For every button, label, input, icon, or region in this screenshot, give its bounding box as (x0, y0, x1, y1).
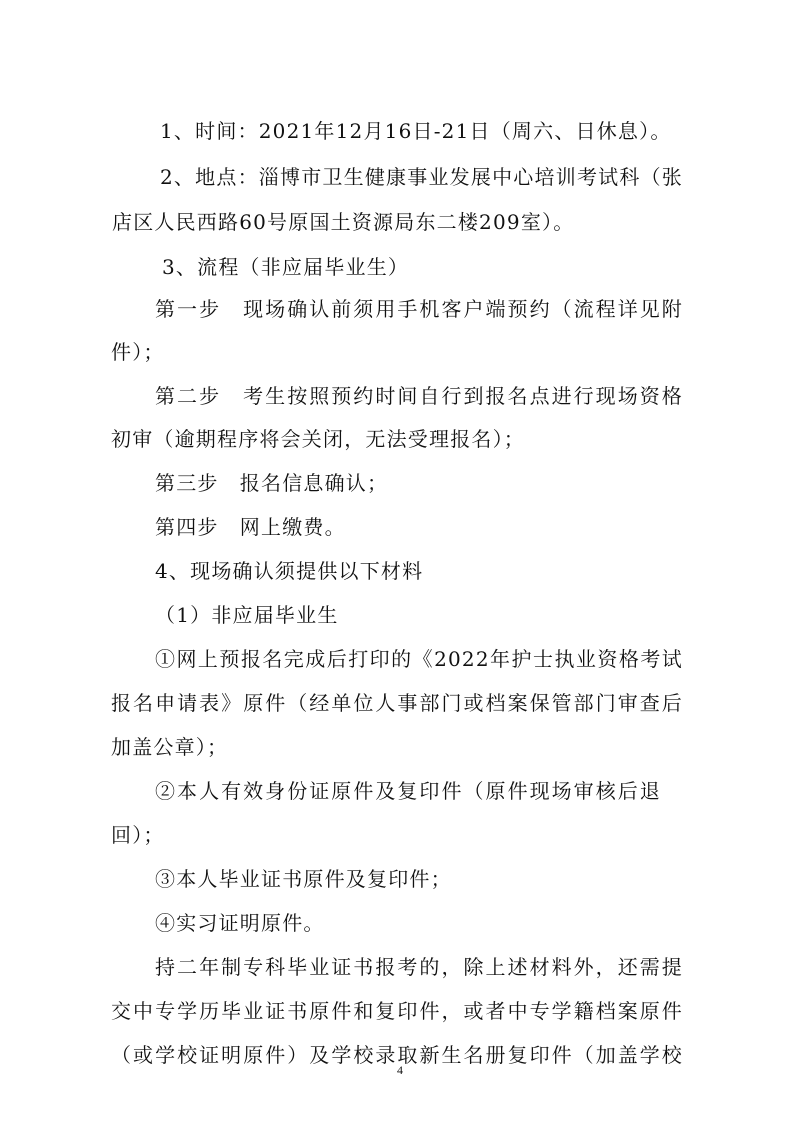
text-line-item-four: ④实习证明原件。 (155, 911, 325, 935)
text-line-step-two-cont: 初审（逾期程序将会关闭，无法受理报名）； (111, 427, 525, 451)
text-line-step-three: 第三步 报名信息确认； (155, 471, 389, 495)
text-line-sub-heading: （1）非应届毕业生 (155, 603, 339, 627)
text-line-step-two: 第二步 考生按照预约时间自行到报名点进行现场资格 (155, 384, 683, 408)
text-line-note-end: （或学校证明原件）及学校录取新生名册复印件（加盖学校 (111, 1043, 683, 1067)
text-line-item-one-end: 加盖公章）； (111, 735, 229, 759)
text-line-item-one-cont: 报名申请表》原件（经单位人事部门或档案保管部门审查后 (111, 691, 683, 715)
text-line-time: 1、时间：2021年12月16日-21日（周六、日休息）。 (160, 119, 672, 143)
text-line-item-two: ②本人有效身份证原件及复印件（原件现场审核后退 (155, 779, 661, 803)
text-line-process-heading: 3、流程（非应届毕业生） (162, 255, 410, 279)
text-line-location-cont: 店区人民西路60号原国土资源局东二楼209室）。 (112, 210, 575, 234)
text-line-note: 持二年制专科毕业证书报考的，除上述材料外，还需提 (155, 955, 683, 979)
text-line-item-three: ③本人毕业证书原件及复印件； (155, 867, 452, 891)
text-line-item-one: ①网上预报名完成后打印的《2022年护士执业资格考试 (155, 647, 683, 671)
text-line-step-one-cont: 件）； (111, 340, 165, 364)
text-line-step-one: 第一步 现场确认前须用手机客户端预约（流程详见附 (155, 297, 683, 321)
text-line-materials-heading: 4、现场确认须提供以下材料 (155, 559, 424, 583)
page-number: 4 (397, 1063, 403, 1077)
text-line-location: 2、地点：淄博市卫生健康事业发展中心培训考试科（张 (160, 165, 683, 189)
text-line-note-cont: 交中专学历毕业证书原件和复印件，或者中专学籍档案原件 (111, 999, 683, 1023)
text-line-item-two-cont: 回）； (111, 823, 165, 847)
text-line-step-four: 第四步 网上缴费。 (155, 515, 346, 539)
